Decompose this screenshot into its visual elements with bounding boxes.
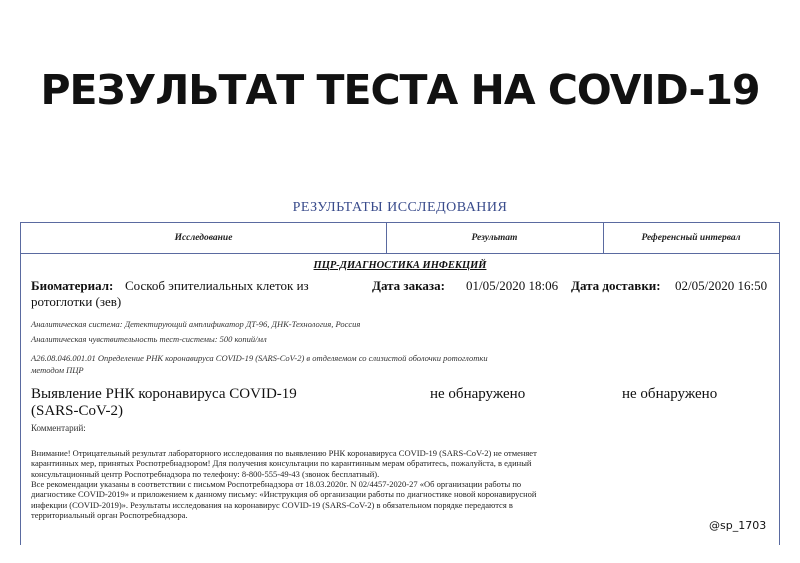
notice-line: Все рекомендации указаны в соответствии с письмом Роспотребнадзора от 18.03.2020г. N 02/4457-2020-27 «Об организации работы по [31, 479, 522, 490]
notice-line: инфекции (COVID-2019)». Результаты исследования на коронавирус COVID-19 (SARS-CoV-2) в обязательном порядке передаются в [31, 499, 513, 510]
biomaterial-value-cont: ротоглотки (зев) [31, 294, 122, 309]
test-result: не обнаружено [430, 386, 526, 402]
header-result: Результат [386, 223, 604, 253]
test-name-cont: (SARS-CoV-2) [31, 403, 123, 419]
notice-line: карантинных мер, принятых Роспотребнадзором! Для получения консультации по карантинным мерам обратитесь, пожалуйста, в единый [31, 458, 532, 469]
delivery-date: 02/05/2020 16:50 [675, 278, 768, 293]
reference-value: не обнаружено [622, 386, 718, 402]
order-date-label: Дата заказа: [372, 278, 445, 293]
header-reference: Референсный интервал [641, 233, 741, 243]
order-date: 01/05/2020 18:06 [466, 278, 559, 293]
notice-line: территориальный орган Роспотребнадзора. [31, 510, 188, 521]
test-name: Выявление РНК коронавируса COVID-19 [31, 386, 297, 402]
biomaterial-value: Соскоб эпителиальных клеток из [125, 278, 309, 293]
notice-line: консультационный центр Роспотребнадзора по телефону: 8-800-555-49-43 (звонок бесплатный). [31, 468, 380, 479]
table-header-row [21, 223, 779, 254]
document-title: РЕЗУЛЬТАТЫ ИССЛЕДОВАНИЯ [292, 200, 508, 215]
analytic-sensitivity: Аналитическая чувствительность тест-системы: 500 копий/мл [31, 334, 267, 344]
biomaterial-label: Биоматериал: [31, 278, 114, 293]
results-table [20, 222, 780, 545]
meme-headline: РЕЗУЛЬТАТ ТЕСТА НА COVID-19 [40, 66, 760, 114]
comment-label: Комментарий: [31, 423, 86, 433]
notice-line: диагностике COVID-2019» и приложением к данному письму: «Инструкция об организации работы по диагностике новой коронавирусной [31, 489, 537, 500]
header-test: Исследование [21, 223, 387, 253]
notice-block [31, 448, 721, 521]
method-code: A26.08.046.001.01 Определение РНК коронавируса COVID-19 (SARS-CoV-2) в отделяемом со слизистой оболочки ротоглотки [31, 353, 488, 363]
section-title: ПЦР-ДИАГНОСТИКА ИНФЕКЦИЙ [313, 260, 487, 271]
analytic-system: Аналитическая система: Детектирующий амплификатор ДТ-96, ДНК-Технология, Россия [31, 319, 361, 329]
watermark-handle: @sp_1703 [709, 519, 767, 532]
notice-line: Внимание! Отрицательный результат лабораторного исследования по выявлению РНК коронавируса COVID-19 (SARS-CoV-2) не отменяет [31, 448, 537, 458]
method-code-cont: методом ПЦР [31, 365, 84, 375]
delivery-date-label: Дата доставки: [571, 278, 661, 293]
